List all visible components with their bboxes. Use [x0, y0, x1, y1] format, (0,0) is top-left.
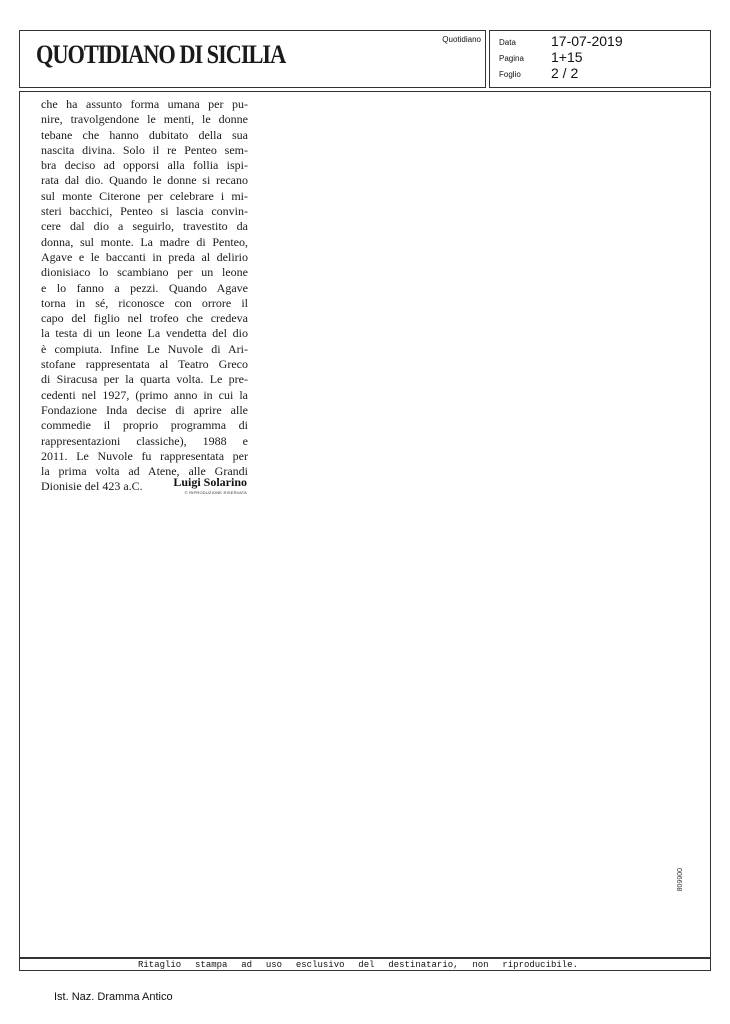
article-line: la prima volta ad Atene, alle Grandi: [41, 464, 248, 479]
article-author: Luigi Solarino: [173, 475, 247, 489]
article-line: Agave e le baccanti in preda al delirio: [41, 249, 248, 264]
masthead-title: QUOTIDIANO DI SICILIA: [36, 40, 286, 69]
article-line: steri bacchici, Penteo si lascia convin-: [41, 204, 248, 219]
article-line: Fondazione Inda decise di aprire alle: [41, 402, 248, 417]
article-line: 2011. Le Nuvole fu rappresentata per: [41, 448, 248, 463]
article-line: di Siracusa per la quarta volta. Le pre-: [41, 372, 248, 387]
article-line: capo del figlio nel trofeo che credeva: [41, 311, 248, 326]
article-line: donna, sul monte. La madre di Penteo,: [41, 234, 248, 249]
article-line: e lo fanno a pezzi. Quando Agave: [41, 280, 248, 295]
meta-row-foglio: [499, 65, 699, 81]
article-line: rappresentazioni classiche), 1988 e: [41, 433, 248, 448]
meta-box: [489, 30, 711, 88]
article-line: nire, travolgendone le menti, le donne: [41, 112, 248, 127]
publication-type: Quotidiano: [442, 35, 481, 44]
data-value: 17-07-2019: [551, 33, 623, 49]
article-line: sul monte Citerone per celebrare i mi-: [41, 188, 248, 203]
article-line: tebane che hanno dubitato della sua: [41, 127, 248, 142]
article-text: [41, 97, 248, 495]
article-line: cedenti nel 1927, (primo anno in cui la: [41, 387, 248, 402]
masthead-box: [19, 30, 486, 88]
article-line: commedie il proprio programma di: [41, 418, 248, 433]
article-line: la testa di un leone La vendetta del dio: [41, 326, 248, 341]
article-line: dionisiaco lo scambiano per un leone: [41, 265, 248, 280]
footer-disclaimer: Ritaglio stampa ad uso esclusivo del destinatario, non riproducibile.: [138, 960, 578, 970]
article-line: stofane rappresentata al Teatro Greco: [41, 357, 248, 372]
article-line: rata dal dio. Quando le donne si recano: [41, 173, 248, 188]
pagina-value: 1+15: [551, 49, 583, 65]
pagina-label: Pagina: [499, 54, 524, 63]
article-line: che ha assunto forma umana per pu-: [41, 97, 248, 111]
article-line: bra deciso ad opporsi alla follia ispi-: [41, 158, 248, 173]
rights-notice: © RIPRODUZIONE RISERVATA: [184, 490, 247, 495]
meta-row-data: [499, 33, 699, 49]
footer-box: [19, 958, 711, 971]
source-label: Ist. Naz. Dramma Antico: [54, 991, 173, 1003]
meta-row-pagina: [499, 49, 699, 65]
data-label: Data: [499, 38, 516, 47]
side-code: 006608: [675, 868, 682, 892]
article-line: torna in sé, riconosce con orrore il: [41, 295, 248, 310]
article-line: cere dal dio a seguirlo, travestito da: [41, 219, 248, 234]
foglio-value: 2 / 2: [551, 65, 579, 81]
article-line: Dionisie del 423 a.C.: [41, 479, 143, 494]
foglio-label: Foglio: [499, 70, 521, 79]
article-line: nascita divina. Solo il re Penteo sem-: [41, 142, 248, 157]
article-line: è compiuta. Infine Le Nuvole di Ari-: [41, 341, 248, 356]
